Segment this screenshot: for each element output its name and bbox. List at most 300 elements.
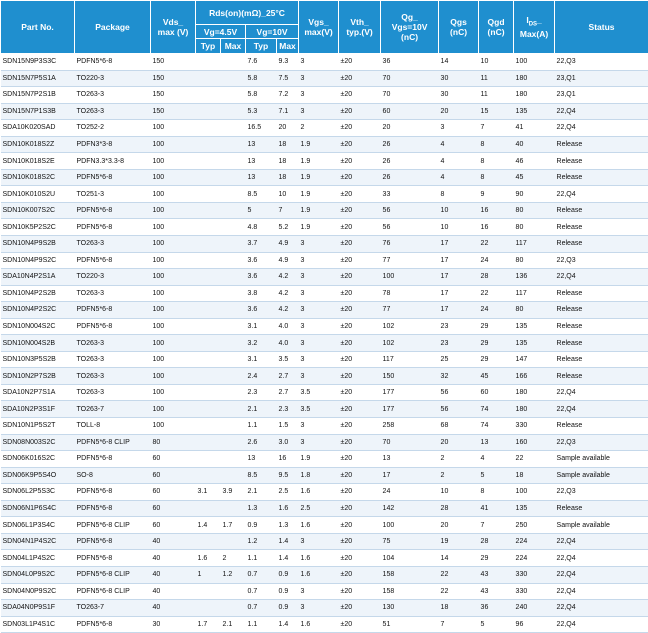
cell-vth-typ: ±20 [339,500,381,517]
cell-rds-typ-4-5v: 3.1 [196,484,221,501]
cell-qgd: 16 [479,219,514,236]
cell-vth-typ: ±20 [339,269,381,286]
cell-status: Release [555,368,648,385]
cell-rds-typ-10v: 2.6 [246,434,277,451]
cell-part-no: SDN06K016S2C [1,451,75,468]
cell-qg: 142 [381,500,439,517]
cell-vth-typ: ±20 [339,600,381,617]
cell-vgs-max: 3 [299,252,339,269]
cell-rds-max-4-5v [221,252,246,269]
cell-part-no: SDN04N1P4S2C [1,533,75,550]
cell-rds-max-4-5v [221,87,246,104]
cell-vth-typ: ±20 [339,351,381,368]
cell-vth-typ: ±20 [339,467,381,484]
cell-vgs-max: 3.5 [299,401,339,418]
cell-qgs: 17 [439,236,479,253]
cell-qgs: 56 [439,384,479,401]
cell-vds-max: 100 [151,136,196,153]
cell-part-no: SDN10K5P2S2C [1,219,75,236]
cell-rds-max-10v: 4.9 [277,236,299,253]
cell-qgs: 2 [439,467,479,484]
cell-qg: 76 [381,236,439,253]
cell-vds-max: 100 [151,120,196,137]
cell-vth-typ: ±20 [339,186,381,203]
cell-ids-max: 45 [514,169,555,186]
cell-qgd: 41 [479,500,514,517]
cell-vgs-max: 1.8 [299,467,339,484]
cell-qgd: 24 [479,302,514,319]
cell-package: TO252-2 [75,120,151,137]
cell-rds-typ-10v: 0.7 [246,600,277,617]
cell-qg: 102 [381,318,439,335]
cell-rds-max-4-5v: 1.2 [221,566,246,583]
cell-rds-max-4-5v [221,186,246,203]
cell-vds-max: 40 [151,583,196,600]
cell-rds-max-4-5v: 2.1 [221,616,246,633]
cell-ids-max: 250 [514,517,555,534]
cell-rds-max-10v: 7 [277,202,299,219]
cell-rds-typ-4-5v [196,252,221,269]
cell-part-no: SDN10N2P7S2B [1,368,75,385]
cell-status: Release [555,169,648,186]
cell-ids-max: 135 [514,318,555,335]
table-row [1,136,648,153]
cell-package: PDFN5*6-8 CLIP [75,517,151,534]
header-max-4-5v: Max [221,39,246,54]
cell-rds-max-10v: 4.2 [277,269,299,286]
cell-vds-max: 100 [151,318,196,335]
cell-status: 22,Q3 [555,434,648,451]
cell-vgs-max: 3 [299,269,339,286]
header-package: Package [75,1,151,54]
cell-qg: 26 [381,153,439,170]
cell-vth-typ: ±20 [339,153,381,170]
cell-part-no: SDA04N0P9S1F [1,600,75,617]
cell-part-no: SDN10N1P5S2T [1,418,75,435]
cell-rds-max-10v: 18 [277,169,299,186]
cell-vds-max: 100 [151,384,196,401]
cell-ids-max: 180 [514,401,555,418]
cell-vds-max: 100 [151,401,196,418]
cell-part-no: SDN06K9P5S4O [1,467,75,484]
cell-rds-typ-4-5v [196,318,221,335]
cell-part-no: SDN10K010S2U [1,186,75,203]
cell-status: Sample available [555,467,648,484]
cell-rds-max-10v: 0.9 [277,566,299,583]
cell-part-no: SDN10K018S2Z [1,136,75,153]
cell-rds-typ-10v: 3.2 [246,335,277,352]
cell-package: SO-8 [75,467,151,484]
cell-rds-typ-10v: 3.6 [246,269,277,286]
table-body [1,54,648,633]
cell-vds-max: 100 [151,302,196,319]
cell-vds-max: 100 [151,269,196,286]
cell-ids-max: 96 [514,616,555,633]
cell-qgs: 17 [439,285,479,302]
cell-ids-max: 180 [514,87,555,104]
cell-qg: 60 [381,103,439,120]
cell-ids-max: 160 [514,434,555,451]
cell-rds-max-4-5v [221,202,246,219]
cell-part-no: SDN04L1P4S2C [1,550,75,567]
cell-rds-typ-4-5v [196,236,221,253]
cell-status: 22,Q4 [555,186,648,203]
cell-rds-typ-10v: 3.6 [246,302,277,319]
cell-package: PDFN5*6-8 CLIP [75,434,151,451]
cell-rds-typ-4-5v [196,418,221,435]
cell-status: 22,Q4 [555,566,648,583]
cell-rds-max-4-5v [221,236,246,253]
cell-vth-typ: ±20 [339,533,381,550]
cell-part-no: SDN15N9P3S3C [1,54,75,71]
cell-rds-typ-10v: 5 [246,202,277,219]
cell-package: TO263-7 [75,401,151,418]
table-row [1,252,648,269]
cell-vth-typ: ±20 [339,285,381,302]
table-row [1,335,648,352]
table-row [1,169,648,186]
cell-qgd: 8 [479,484,514,501]
cell-rds-max-4-5v [221,500,246,517]
cell-rds-typ-4-5v [196,500,221,517]
cell-package: TO263-3 [75,285,151,302]
cell-vds-max: 100 [151,186,196,203]
cell-qgd: 29 [479,550,514,567]
cell-ids-max: 18 [514,467,555,484]
cell-package: TO263-3 [75,103,151,120]
cell-rds-max-10v: 1.3 [277,517,299,534]
cell-vth-typ: ±20 [339,219,381,236]
cell-ids-max: 40 [514,136,555,153]
cell-ids-max: 180 [514,384,555,401]
cell-vgs-max: 3 [299,583,339,600]
cell-vds-max: 80 [151,434,196,451]
cell-qgs: 23 [439,318,479,335]
cell-rds-typ-4-5v [196,384,221,401]
table-row [1,269,648,286]
cell-qgs: 3 [439,120,479,137]
table-row [1,103,648,120]
header-max-10v: Max [277,39,299,54]
header-vgs: Vgs_ max(V) [299,1,339,54]
cell-vth-typ: ±20 [339,103,381,120]
cell-qg: 77 [381,252,439,269]
cell-part-no: SDN04L0P9S2C [1,566,75,583]
cell-rds-typ-4-5v [196,451,221,468]
cell-vth-typ: ±20 [339,318,381,335]
cell-vgs-max: 3 [299,54,339,71]
cell-vgs-max: 1.6 [299,616,339,633]
table-row [1,70,648,87]
cell-vgs-max: 1.9 [299,202,339,219]
cell-package: PDFN5*6-8 [75,616,151,633]
cell-package: PDFN5*6-8 [75,252,151,269]
cell-rds-typ-4-5v [196,54,221,71]
table-row [1,318,648,335]
cell-rds-max-4-5v [221,219,246,236]
cell-status: 23,Q1 [555,87,648,104]
table-row [1,484,648,501]
cell-package: TO263-3 [75,335,151,352]
cell-ids-max: 180 [514,70,555,87]
cell-qgd: 7 [479,120,514,137]
cell-qg: 17 [381,467,439,484]
cell-rds-typ-10v: 13 [246,169,277,186]
header-qg: Qg_ Vgs=10V (nC) [381,1,439,54]
cell-part-no: SDN15N7P1S3B [1,103,75,120]
cell-part-no: SDN15N7P2S1B [1,87,75,104]
cell-rds-max-10v: 2.5 [277,484,299,501]
cell-rds-typ-10v: 0.7 [246,583,277,600]
cell-package: TO263-3 [75,351,151,368]
cell-ids-max: 22 [514,451,555,468]
cell-vgs-max: 1.9 [299,219,339,236]
cell-qgs: 10 [439,202,479,219]
cell-status: 22,Q4 [555,600,648,617]
cell-vgs-max: 3 [299,87,339,104]
header-vg-10v: Vg=10V [246,25,299,39]
cell-status: Release [555,202,648,219]
cell-vth-typ: ±20 [339,120,381,137]
cell-rds-typ-10v: 1.1 [246,550,277,567]
cell-status: Release [555,219,648,236]
cell-qgd: 7 [479,517,514,534]
cell-ids-max: 46 [514,153,555,170]
cell-rds-max-4-5v [221,302,246,319]
cell-rds-max-4-5v [221,368,246,385]
cell-qgs: 28 [439,500,479,517]
cell-rds-typ-4-5v [196,285,221,302]
cell-rds-typ-4-5v: 1.7 [196,616,221,633]
cell-part-no: SDN15N7P5S1A [1,70,75,87]
cell-rds-max-10v: 1.5 [277,418,299,435]
cell-status: Release [555,335,648,352]
cell-qgd: 29 [479,351,514,368]
cell-rds-max-4-5v [221,318,246,335]
cell-rds-max-10v: 2.7 [277,368,299,385]
cell-rds-typ-4-5v [196,202,221,219]
cell-part-no: SDN06N1P6S4C [1,500,75,517]
cell-part-no: SDN10N4P9S2B [1,236,75,253]
cell-vgs-max: 2 [299,120,339,137]
cell-rds-typ-4-5v [196,302,221,319]
cell-package: TO263-3 [75,384,151,401]
cell-vds-max: 150 [151,54,196,71]
table-row [1,368,648,385]
cell-vds-max: 100 [151,335,196,352]
cell-vgs-max: 1.9 [299,169,339,186]
cell-rds-max-4-5v [221,285,246,302]
cell-package: PDFN5*6-8 [75,451,151,468]
cell-rds-typ-4-5v [196,70,221,87]
cell-qgs: 18 [439,600,479,617]
cell-vth-typ: ±20 [339,302,381,319]
cell-vds-max: 150 [151,103,196,120]
cell-qgs: 10 [439,219,479,236]
cell-status: 22,Q4 [555,583,648,600]
cell-qgs: 68 [439,418,479,435]
cell-vth-typ: ±20 [339,401,381,418]
cell-vth-typ: ±20 [339,252,381,269]
table-row [1,616,648,633]
cell-vgs-max: 3 [299,418,339,435]
cell-rds-max-4-5v [221,54,246,71]
cell-qgs: 14 [439,550,479,567]
cell-qgd: 15 [479,103,514,120]
cell-rds-max-4-5v: 2 [221,550,246,567]
cell-vgs-max: 3 [299,434,339,451]
cell-status: 22,Q4 [555,269,648,286]
cell-rds-typ-4-5v [196,335,221,352]
cell-qgs: 32 [439,368,479,385]
cell-vds-max: 100 [151,252,196,269]
table-row [1,418,648,435]
table-row [1,517,648,534]
cell-ids-max: 100 [514,54,555,71]
cell-rds-typ-4-5v [196,136,221,153]
cell-qgd: 43 [479,583,514,600]
cell-part-no: SDN10N004S2C [1,318,75,335]
cell-status: Release [555,500,648,517]
cell-qgd: 29 [479,318,514,335]
cell-part-no: SDA10N2P7S1A [1,384,75,401]
cell-rds-typ-4-5v [196,219,221,236]
cell-rds-max-10v: 2.3 [277,401,299,418]
cell-rds-max-10v: 0.9 [277,600,299,617]
cell-vds-max: 40 [151,550,196,567]
cell-ids-max: 117 [514,236,555,253]
cell-vds-max: 60 [151,451,196,468]
cell-package: PDFN5*6-8 [75,484,151,501]
cell-rds-max-10v: 1.4 [277,550,299,567]
cell-vds-max: 100 [151,236,196,253]
cell-part-no: SDN04N0P9S2C [1,583,75,600]
cell-qgd: 8 [479,169,514,186]
cell-qg: 158 [381,583,439,600]
cell-status: 22,Q3 [555,484,648,501]
cell-rds-max-10v: 0.9 [277,583,299,600]
table-row [1,302,648,319]
cell-qg: 158 [381,566,439,583]
cell-rds-max-10v: 18 [277,136,299,153]
cell-status: Sample available [555,451,648,468]
cell-rds-max-4-5v [221,533,246,550]
header-typ-4-5v: Typ [196,39,221,54]
cell-qgs: 20 [439,103,479,120]
cell-status: 22,Q4 [555,120,648,137]
cell-rds-typ-10v: 8.5 [246,186,277,203]
cell-rds-max-10v: 4.2 [277,285,299,302]
cell-vth-typ: ±20 [339,451,381,468]
cell-vds-max: 100 [151,418,196,435]
cell-status: Release [555,136,648,153]
cell-rds-max-10v: 7.2 [277,87,299,104]
cell-rds-max-4-5v [221,434,246,451]
cell-rds-max-10v: 2.7 [277,384,299,401]
cell-rds-typ-10v: 3.6 [246,252,277,269]
cell-rds-max-4-5v [221,120,246,137]
table-row [1,236,648,253]
cell-qg: 26 [381,169,439,186]
cell-qgs: 30 [439,70,479,87]
cell-qgd: 36 [479,600,514,617]
cell-part-no: SDN10K018S2C [1,169,75,186]
cell-qg: 177 [381,384,439,401]
cell-package: PDFN3*3-8 [75,136,151,153]
cell-rds-max-10v: 4.9 [277,252,299,269]
cell-vth-typ: ±20 [339,335,381,352]
cell-qg: 36 [381,54,439,71]
cell-ids-max: 330 [514,583,555,600]
cell-rds-typ-4-5v: 1.4 [196,517,221,534]
cell-part-no: SDA10N4P2S1A [1,269,75,286]
cell-rds-typ-10v: 8.5 [246,467,277,484]
cell-package: PDFN5*6-8 CLIP [75,583,151,600]
cell-rds-max-4-5v [221,401,246,418]
cell-package: TO263-3 [75,236,151,253]
cell-rds-typ-4-5v: 1.6 [196,550,221,567]
cell-vds-max: 40 [151,566,196,583]
cell-vgs-max: 3 [299,368,339,385]
cell-vds-max: 100 [151,169,196,186]
cell-rds-max-10v: 10 [277,186,299,203]
cell-qg: 33 [381,186,439,203]
table-header [1,1,648,54]
cell-rds-typ-4-5v [196,169,221,186]
cell-rds-max-4-5v [221,136,246,153]
cell-ids-max: 330 [514,418,555,435]
cell-qgd: 8 [479,136,514,153]
table-row [1,120,648,137]
cell-qgd: 22 [479,236,514,253]
cell-part-no: SDA10K020SAD [1,120,75,137]
cell-rds-typ-4-5v [196,87,221,104]
cell-qgs: 30 [439,87,479,104]
header-rds-on: Rds(on)(mΩ)_25°C [196,1,299,25]
cell-rds-max-10v: 3.0 [277,434,299,451]
cell-rds-max-4-5v [221,269,246,286]
cell-package: TO263-3 [75,87,151,104]
cell-ids-max: 80 [514,219,555,236]
cell-vgs-max: 3 [299,600,339,617]
cell-vth-typ: ±20 [339,169,381,186]
cell-vgs-max: 3.5 [299,384,339,401]
cell-rds-max-10v: 18 [277,153,299,170]
cell-rds-typ-10v: 5.8 [246,70,277,87]
cell-ids-max: 166 [514,368,555,385]
cell-rds-typ-10v: 0.7 [246,566,277,583]
cell-qg: 51 [381,616,439,633]
cell-vth-typ: ±20 [339,54,381,71]
cell-package: PDFN5*6-8 [75,54,151,71]
cell-status: Release [555,351,648,368]
cell-qgs: 20 [439,434,479,451]
cell-rds-max-10v: 20 [277,120,299,137]
cell-vds-max: 100 [151,219,196,236]
cell-status: 22,Q4 [555,616,648,633]
cell-vds-max: 100 [151,285,196,302]
cell-qgd: 43 [479,566,514,583]
cell-rds-max-4-5v [221,169,246,186]
cell-qgs: 19 [439,533,479,550]
cell-qgs: 4 [439,136,479,153]
cell-rds-typ-10v: 0.9 [246,517,277,534]
cell-package: TO220-3 [75,269,151,286]
header-part-no: Part No. [1,1,75,54]
cell-status: 22,Q3 [555,54,648,71]
cell-part-no: SDN06L2P5S3C [1,484,75,501]
cell-qg: 100 [381,517,439,534]
